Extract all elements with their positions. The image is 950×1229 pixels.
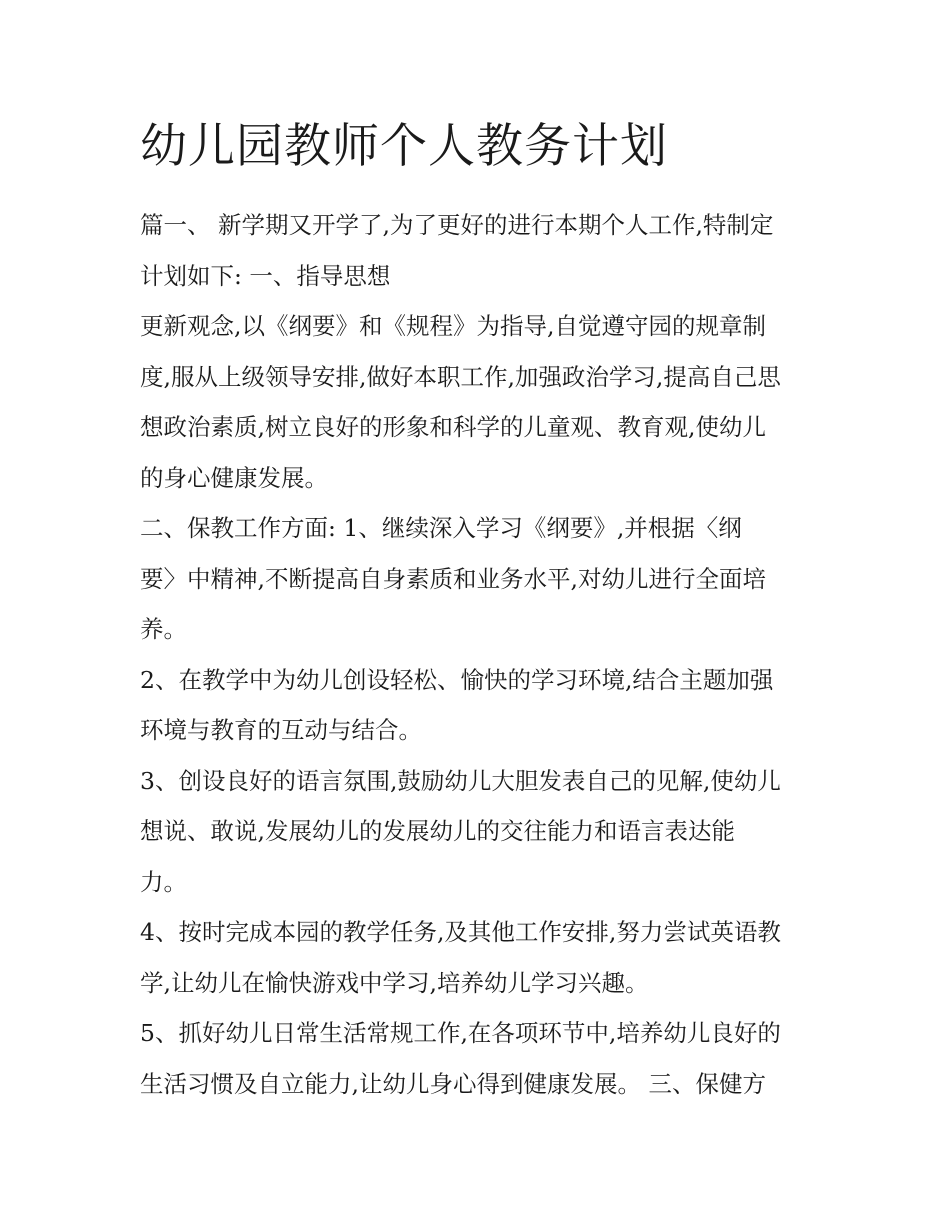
document-title: 幼儿园教师个人教务计划 [140, 119, 668, 174]
text-line: 计划如下: 一、指导思想 [140, 261, 391, 290]
text-line: 度,服从上级领导安排,做好本职工作,加强政治学习,提高自己思 [140, 362, 781, 391]
text-line: 养。 [140, 615, 187, 643]
text-line: 学,让幼儿在愉快游戏中学习,培养幼儿学习兴趣。 [140, 968, 649, 997]
text-line: 4、按时完成本园的教学任务,及其他工作安排,努力尝试英语教 [140, 918, 781, 946]
text-line: 二、保教工作方面: 1、继续深入学习《纲要》,并根据〈纲 [140, 514, 742, 542]
text-line: 3、创设良好的语言氛围,鼓励幼儿大胆发表自己的见解,使幼儿 [140, 766, 781, 795]
text-line: 要〉中精神,不断提高自身素质和业务水平,对幼儿进行全面培 [140, 564, 766, 593]
text-line: 环境与教育的互动与结合。 [140, 716, 422, 744]
text-line: 的身心健康发展。 [140, 463, 328, 492]
text-line: 更新观念,以《纲要》和《规程》为指导,自觉遵守园的规章制 [140, 312, 766, 340]
text-line: 生活习惯及自立能力,让幼儿身心得到健康发展。 三、保健方 [140, 1069, 766, 1098]
text-line: 2、在教学中为幼儿创设轻松、愉快的学习环境,结合主题加强 [140, 665, 774, 694]
document-body [140, 200, 812, 1109]
document-page [140, 112, 812, 1109]
text-line: 想说、敢说,发展幼儿的发展幼儿的交往能力和语言表达能 [140, 817, 735, 845]
text-line: 力。 [140, 867, 187, 896]
text-line: 5、抓好幼儿日常生活常规工作,在各项环节中,培养幼儿良好的 [140, 1019, 781, 1047]
text-line: 想政治素质,树立良好的形象和科学的儿童观、教育观,使幼儿 [140, 413, 766, 441]
text-line: 篇一、 新学期又开学了,为了更好的进行本期个人工作,特制定 [140, 211, 774, 239]
